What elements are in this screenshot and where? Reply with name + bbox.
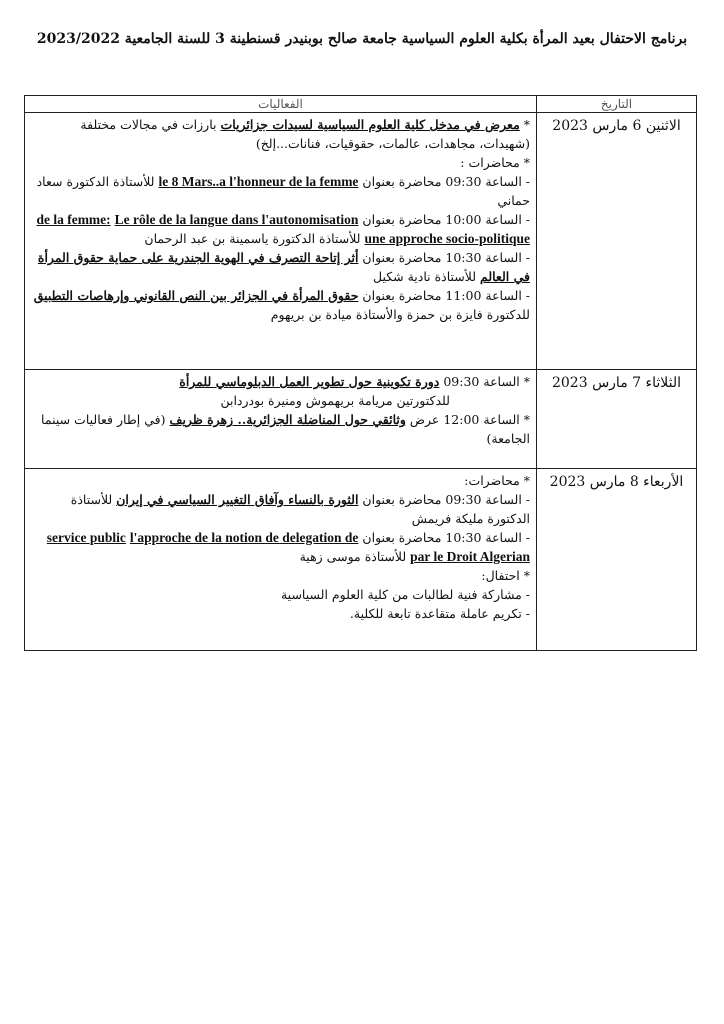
exhibition-title: معرض في مدخل كلية العلوم السياسية لسيدات جزائريات	[220, 117, 520, 132]
bullet-text: *	[519, 117, 530, 132]
section-heading: * محاضرات:	[464, 473, 530, 488]
list-item: - مشاركة فنية لطالبات من كلية العلوم السياسية	[280, 587, 530, 602]
events-cell	[25, 370, 537, 469]
lecture-time: - الساعة 10:00 محاضرة بعنوان	[358, 212, 530, 227]
lecture-time: - الساعة 09:30 محاضرة بعنوان	[358, 174, 530, 189]
training-title: دورة تكوينية حول تطوير العمل الدبلوماسي للمرأة	[179, 374, 440, 389]
lecture-title: le 8 Mars..a l'honneur de la femme	[158, 174, 359, 189]
event-line	[31, 172, 530, 210]
table-row	[25, 113, 697, 370]
lecture-title: l'approche de la notion de delegation de	[129, 530, 359, 545]
date-cell: الأربعاء 8 مارس 2023	[537, 469, 697, 651]
lecture-title: أثر إتاحة التصرف في الهوية الجندرية على حماية حقوق المرأة في العالم	[37, 250, 530, 284]
program-table	[24, 95, 697, 651]
event-line	[31, 210, 530, 248]
event-line	[31, 115, 530, 153]
event-line	[31, 372, 530, 391]
lecture-time: - الساعة 11:00 محاضرة بعنوان	[358, 288, 530, 303]
lecture-time: - الساعة 09:30 محاضرة بعنوان	[358, 492, 530, 507]
training-speakers: للدكتورتين مريامة بريهموش ومنيرة بودردابن	[220, 393, 450, 408]
events-column-header: الفعاليات	[25, 96, 537, 113]
event-time: * الساعة 09:30	[439, 374, 530, 389]
date-column-header: التاريخ	[537, 96, 697, 113]
lecture-title-continued: de la femme: une approche socio-politique	[36, 212, 530, 246]
lecture-speaker: للدكتورة فايزة بن حمزة والأستاذة ميادة بن بريهوم	[270, 307, 530, 322]
lecture-title-continued: service public par le Droit Algerian	[46, 530, 530, 564]
exhibition-description: بارزات في مجالات مختلفة (شهيدات، مجاهدات، عالمات، حقوقيات، فنانات...إلخ)	[80, 117, 530, 151]
lecture-speaker: للأستاذة موسى زهية	[299, 549, 407, 564]
lecture-speaker: للأستاذة الدكتورة مليكة فريمش	[70, 492, 530, 526]
section-heading: * احتفال:	[481, 568, 530, 583]
lecture-title: حقوق المرأة في الجزائر بين النص القانوني وإرهاصات التطبيق	[33, 288, 359, 303]
events-cell	[25, 113, 537, 370]
date-cell: الاثنين 6 مارس 2023	[537, 113, 697, 370]
page-title: برنامج الاحتفال بعيد المرأة بكلية العلوم السياسية جامعة صالح بوبنيدر قسنطينة 3 للسنة الجامعية 2023/2022	[36, 31, 688, 47]
event-line	[31, 286, 530, 324]
lecture-speaker: للأستاذة نادية شكيل	[372, 269, 480, 284]
event-time: * الساعة 12:00 عرض	[405, 412, 530, 427]
list-item: - تكريم عاملة متقاعدة تابعة للكلية.	[349, 606, 530, 621]
event-line	[31, 410, 530, 448]
events-cell	[25, 469, 537, 651]
event-line	[31, 248, 530, 286]
table-row	[25, 370, 697, 469]
lecture-speaker: للأستاذة الدكتورة سعاد حماني	[36, 174, 530, 208]
lecture-time: - الساعة 10:30 محاضرة بعنوان	[358, 250, 530, 265]
date-cell: الثلاثاء 7 مارس 2023	[537, 370, 697, 469]
lecture-time: - الساعة 10:30 محاضرة بعنوان	[358, 530, 530, 545]
lecture-speaker: للأستاذة الدكتورة ياسمينة بن عبد الرحمان	[144, 231, 361, 246]
documentary-title: وثائقي حول المناضلة الجزائرية.. زهرة ظريف	[169, 412, 406, 427]
event-line	[31, 490, 530, 528]
table-row	[25, 469, 697, 651]
documentary-note: (في إطار فعاليات سينما الجامعة)	[41, 412, 530, 446]
event-line	[31, 528, 530, 566]
lecture-title: Le rôle de la langue dans l'autonomisation	[114, 212, 359, 227]
section-heading: * محاضرات :	[460, 155, 530, 170]
lecture-title: الثورة بالنساء وآفاق التغيير السياسي في إيران	[116, 492, 359, 507]
table-header-row	[25, 96, 697, 113]
